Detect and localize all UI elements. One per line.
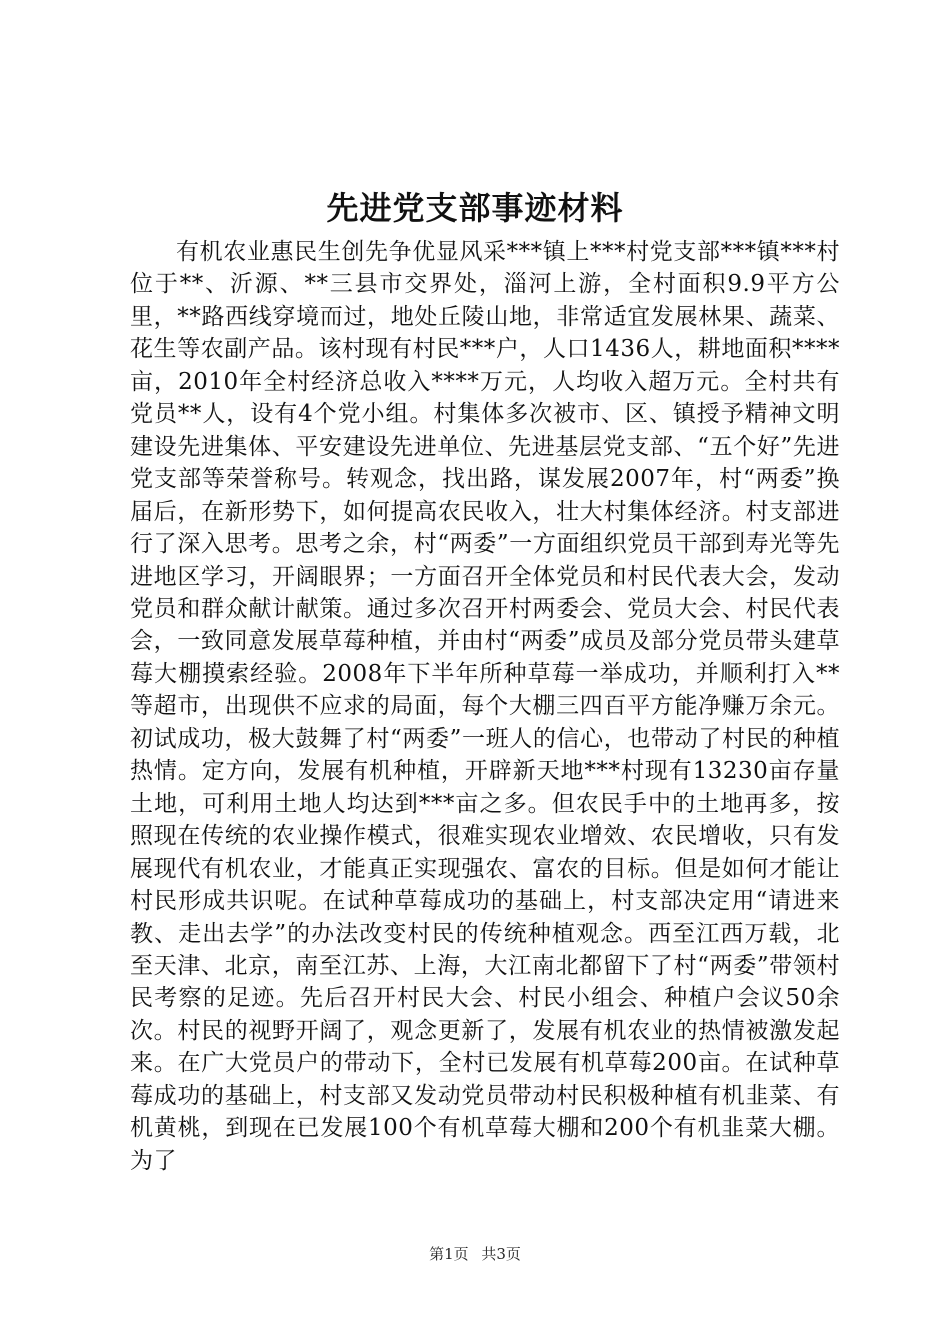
document-body: 有机农业惠民生创先争优显风采***镇上***村党支部***镇***村位于**、沂源、**三县市交界处，淄河上游，全村面积9.9平方公里，**路西线穿境而过，地处丘陵山地，非常适宜发展林果、蔬菜、花生等农副产品。该村现有村民***户，人口1436人，耕地面积****亩，2010年全村经济总收入****万元，人均收入超万元。全村共有党员**人，设有4个党小组。村集体多次被市、区、镇授予精神文明建设先进集体、平安建设先进单位、先进基层党支部、“五个好”先进党支部等荣誉称号。转观念，找出路，谋发展2007年，村“两委”换届后，在新形势下，如何提高农民收入，壮大村集体经济。村支部进行了深入思考。思考之余，村“两委”一方面组织党员干部到寿光等先进地区学习，开阔眼界；一方面召开全体党员和村民代表大会，发动党员和群众献计献策。通过多次召开村两委会、党员大会、村民代表会，一致同意发展草莓种植，并由村“两委”成员及部分党员带头建草莓大棚摸索经验。2008年下半年所种草莓一举成功，并顺利打入**等超市，出现供不应求的局面，每个大棚三四百平方能净赚万余元。初试成功，极大鼓舞了村“两委”一班人的信心，也带动了村民的种植热情。定方向，发展有机种植，开辟新天地***村现有13230亩存量土地，可利用土地人均达到***亩之多。但农民手中的土地再多，按照现在传统的农业操作模式，很难实现农业增效、农民增收，只有发展现代有机农业，才能真正实现强农、富农的目标。但是如何才能让村民形成共识呢。在试种草莓成功的基础上，村支部决定用“请进来教、走出去学”的办法改变村民的传统种植观念。西至江西万载，北至天津、北京，南至江苏、上海，大江南北都留下了村“两委”带领村民考察的足迹。先后召开村民大会、村民小组会、种植户会议50余次。村民的视野开阔了，观念更新了，发展有机农业的热情被激发起来。在广大党员户的带动下，全村已发展有机草莓200亩。在试种草莓成功的基础上，村支部又发动党员带动村民积极种植有机韭菜、有机黄桃，到现在已发展100个有机草莓大棚和200个有机韭菜大棚。为了 (130, 239, 840, 1174)
document-title: 先进党支部事迹材料 (326, 189, 624, 227)
page-total: 共3页 (481, 1245, 521, 1263)
page-footer (0, 1244, 950, 1264)
page-number: 第1页 (429, 1245, 469, 1263)
